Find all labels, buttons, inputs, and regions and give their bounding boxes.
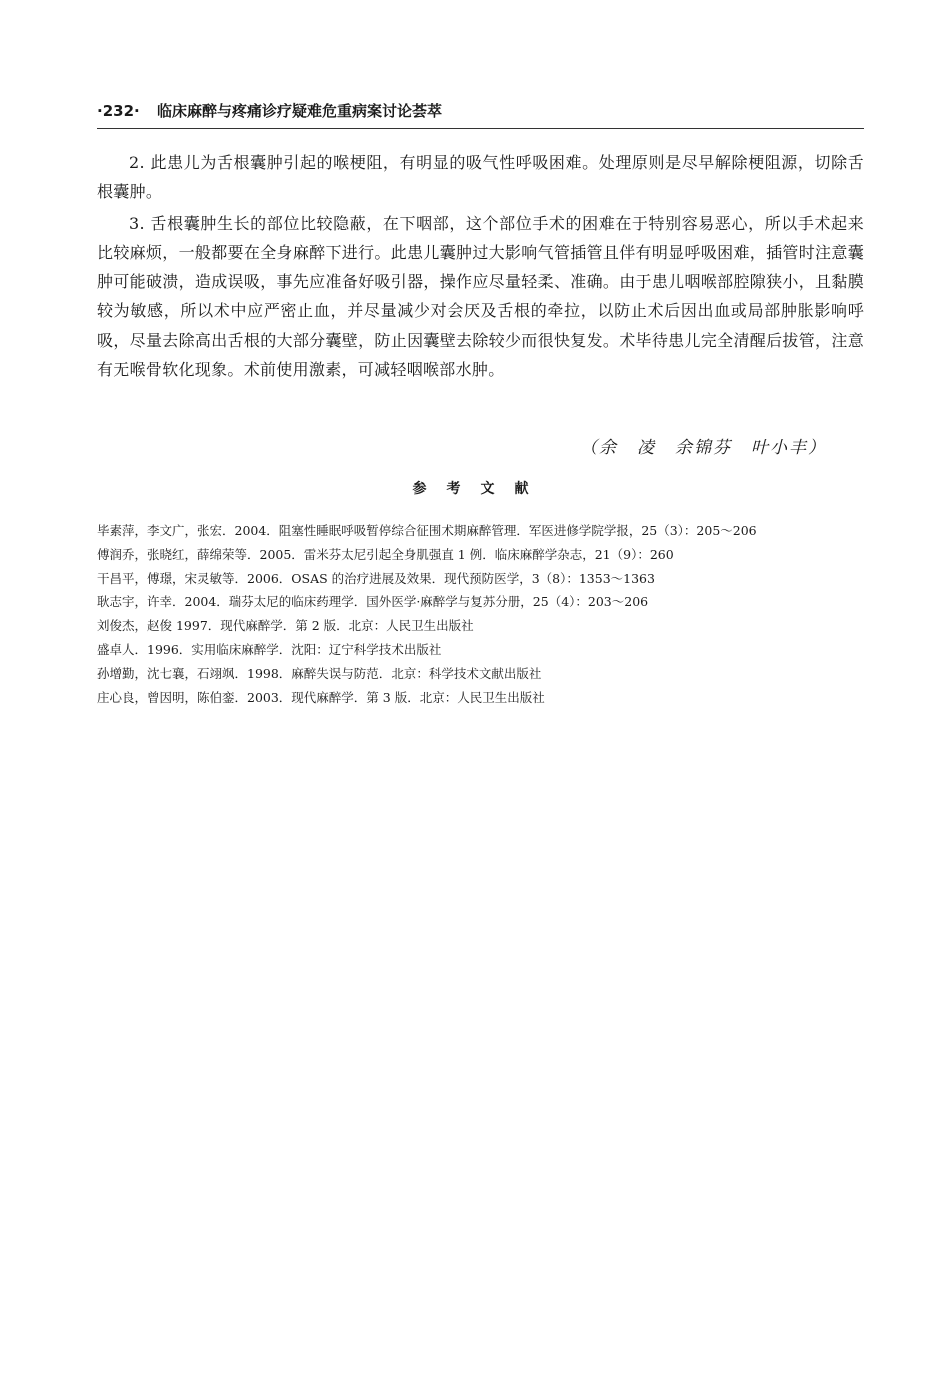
- header-rule: [97, 128, 864, 129]
- reference-item: 干昌平，傅璟，宋灵敏等．2006．OSAS 的治疗进展及效果．现代预防医学，3（8）：1353～1363: [97, 570, 655, 586]
- reference-item: 耿志宇，许幸．2004．瑞芬太尼的临床药理学．国外医学·麻醉学与复苏分册，25（4）：203～206: [97, 594, 649, 610]
- reference-item: 毕素萍，李文广，张宏．2004．阻塞性睡眠呼吸暂停综合征围术期麻醉管理．军医进修学院学报，25（3）：205～206: [97, 523, 757, 538]
- author-credit: （余 凌 余锦芬 叶小丰）: [580, 438, 827, 458]
- body-text: [97, 148, 864, 386]
- reference-item: 刘俊杰，赵俊 1997．现代麻醉学．第 2 版．北京：人民卫生出版社: [97, 618, 474, 634]
- reference-item: 傅润乔，张晓红，薛绵荣等．2005．雷米芬太尼引起全身肌强直 1 例．临床麻醉学杂志，21（9）：260: [97, 546, 674, 562]
- reference-item: 庄心良，曾因明，陈伯銮．2003．现代麻醉学．第 3 版．北京：人民卫生出版社: [97, 689, 545, 705]
- reference-item: 孙增勤，沈七襄，石翊飒．1998．麻醉失误与防范．北京：科学技术文献出版社: [97, 665, 542, 681]
- paragraph: 3. 舌根囊肿生长的部位比较隐蔽，在下咽部，这个部位手术的困难在于特别容易恶心，所以手术起来比较麻烦，一般都要在全身麻醉下进行。此患儿囊肿过大影响气管插管且伴有明显呼吸困难，插管时注意囊肿可能破溃，造成误吸，事先应准备好吸引器，操作应尽量轻柔、准确。由于患儿咽喉部腔隙狭小，且黏膜较为敏感，所以术中应严密止血，并尽量减少对会厌及舌根的牵拉，以防止术后因出血或局部肿胀影响呼吸，尽量去除高出舌根的大部分囊壁，防止因囊壁去除较少而很快复发。术毕待患儿完全清醒后拔管，注意有无喉骨软化现象。术前使用激素，可减轻咽喉部水肿。: [97, 213, 864, 380]
- running-header: [97, 100, 864, 122]
- paragraph: 2. 此患儿为舌根囊肿引起的喉梗阻，有明显的吸气性呼吸困难。处理原则是尽早解除梗阻源，切除舌根囊肿。: [97, 153, 864, 202]
- page-number: ·232·: [97, 102, 140, 120]
- reference-item: 盛卓人．1996．实用临床麻醉学．沈阳：辽宁科学技术出版社: [97, 641, 442, 657]
- book-title: 临床麻醉与疼痛诊疗疑难危重病案讨论荟萃: [156, 102, 442, 120]
- references-title: 参考文献: [412, 481, 549, 497]
- references-list: [97, 519, 864, 709]
